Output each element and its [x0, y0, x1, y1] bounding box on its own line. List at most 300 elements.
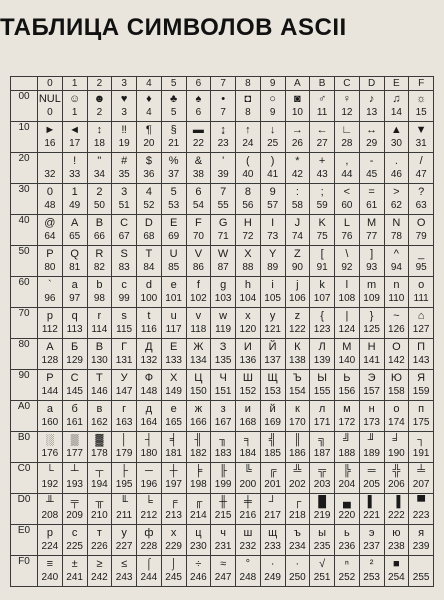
- table-row: [11, 246, 434, 277]
- table-cell: [112, 277, 137, 308]
- cell-symbol: A: [70, 217, 79, 229]
- cell-symbol: ¶: [145, 124, 152, 136]
- table-cell: [310, 215, 335, 246]
- table-cell: [335, 494, 360, 525]
- cell-symbol: П: [417, 341, 426, 353]
- table-cell: [409, 556, 434, 587]
- cell-code: 193: [66, 479, 83, 490]
- cell-symbol: └: [45, 465, 54, 477]
- cell-symbol: ○: [269, 93, 276, 105]
- table-cell: [62, 556, 87, 587]
- table-cell: [38, 246, 63, 277]
- cell-symbol: 1: [71, 186, 78, 198]
- table-cell: [285, 494, 310, 525]
- cell-symbol: ц: [195, 527, 202, 539]
- cell-symbol: д: [145, 403, 153, 415]
- cell-code: 149: [165, 386, 182, 397]
- cell-symbol: Д: [145, 341, 153, 353]
- cell-symbol: ┤: [144, 434, 153, 446]
- cell-symbol: ÷: [195, 558, 202, 570]
- cell-code: 23: [217, 138, 229, 149]
- table-cell: [310, 246, 335, 277]
- cell-code: 31: [415, 138, 427, 149]
- cell-symbol: ┐: [417, 434, 426, 446]
- cell-symbol: ◘: [244, 93, 252, 105]
- cell-code: 187: [313, 448, 331, 459]
- table-cell: [137, 494, 162, 525]
- cell-code: 236: [338, 541, 356, 552]
- cell-symbol: ы: [318, 527, 327, 539]
- cell-code: 134: [190, 355, 207, 366]
- cell-symbol: ╬: [392, 465, 401, 477]
- table-cell: [62, 215, 87, 246]
- cell-code: 60: [341, 200, 353, 211]
- table-cell: [211, 401, 236, 432]
- cell-symbol: U: [169, 248, 178, 260]
- cell-code: 200: [239, 479, 257, 490]
- table-cell: [38, 122, 63, 153]
- cell-symbol: Ж: [193, 341, 204, 353]
- table-cell: [211, 525, 236, 556]
- table-cell: [137, 277, 162, 308]
- cell-symbol: ◙: [294, 93, 301, 105]
- table-cell: [384, 153, 409, 184]
- cell-symbol: А: [46, 341, 54, 353]
- cell-symbol: ▼: [415, 124, 427, 136]
- cell-symbol: k: [319, 279, 325, 291]
- table-cell: [137, 246, 162, 277]
- cell-code: 113: [66, 324, 83, 335]
- cell-symbol: 2: [96, 186, 103, 198]
- table-cell: [335, 370, 360, 401]
- cell-code: 104: [239, 293, 257, 304]
- cell-symbol: ▀: [417, 496, 426, 508]
- cell-symbol: ♣: [170, 93, 178, 105]
- cell-code: 119: [215, 324, 232, 335]
- column-header: 0: [38, 77, 63, 91]
- cell-symbol: │: [120, 434, 128, 446]
- cell-code: 45: [366, 169, 378, 180]
- cell-code: 80: [44, 262, 56, 273]
- cell-symbol: ╖: [219, 434, 228, 446]
- cell-symbol: ╟: [219, 465, 228, 477]
- cell-code: 188: [338, 448, 356, 459]
- cell-code: 101: [165, 293, 182, 304]
- cell-symbol: &: [194, 155, 203, 167]
- column-header: 9: [260, 77, 285, 91]
- table-cell: [211, 463, 236, 494]
- cell-symbol: ь: [344, 527, 350, 539]
- table-row: [11, 91, 434, 122]
- cell-symbol: t: [147, 310, 151, 322]
- cell-symbol: ♠: [195, 93, 202, 105]
- table-cell: [137, 122, 162, 153]
- table-cell: [112, 370, 137, 401]
- cell-code: 43: [316, 169, 328, 180]
- table-cell: [211, 556, 236, 587]
- cell-symbol: •: [221, 93, 226, 105]
- cell-symbol: N: [392, 217, 401, 229]
- cell-code: 26: [291, 138, 303, 149]
- cell-code: 255: [412, 572, 430, 583]
- cell-code: 224: [41, 541, 59, 552]
- table-cell: [335, 91, 360, 122]
- table-cell: [62, 91, 87, 122]
- table-cell: [186, 463, 211, 494]
- cell-code: 197: [165, 479, 182, 490]
- table-row: [11, 401, 434, 432]
- table-cell: [359, 525, 384, 556]
- table-cell: [359, 246, 384, 277]
- cell-symbol: в: [96, 403, 103, 415]
- table-cell: [236, 494, 261, 525]
- cell-symbol: ░: [45, 434, 54, 446]
- table-cell: [310, 308, 335, 339]
- table-cell: [260, 308, 285, 339]
- cell-code: 99: [118, 293, 130, 304]
- cell-code: 96: [44, 293, 56, 304]
- cell-symbol: т: [96, 527, 102, 539]
- table-cell: [260, 339, 285, 370]
- table-cell: [236, 91, 261, 122]
- cell-code: 102: [190, 293, 207, 304]
- table-cell: [384, 91, 409, 122]
- cell-code: 162: [91, 417, 108, 428]
- cell-symbol: p: [46, 310, 53, 322]
- cell-symbol: З: [219, 341, 227, 353]
- cell-symbol: 9: [269, 186, 276, 198]
- cell-symbol: ─: [144, 465, 153, 477]
- cell-code: 144: [41, 386, 59, 397]
- cell-symbol: ╦: [318, 465, 327, 477]
- table-cell: [285, 432, 310, 463]
- table-cell: [211, 246, 236, 277]
- cell-symbol: ╚: [243, 465, 252, 477]
- cell-symbol: W: [217, 248, 229, 260]
- cell-code: 151: [214, 386, 232, 397]
- cell-symbol: ╔: [268, 465, 277, 477]
- cell-code: 58: [291, 200, 303, 211]
- cell-code: 189: [363, 448, 380, 459]
- cell-code: 41: [267, 169, 279, 180]
- row-header: 80: [11, 339, 38, 370]
- cell-code: 245: [165, 572, 182, 583]
- cell-code: 156: [338, 386, 356, 397]
- cell-symbol: o: [418, 279, 425, 291]
- table-cell: [186, 184, 211, 215]
- cell-symbol: н: [368, 403, 375, 415]
- cell-code: 254: [388, 572, 405, 583]
- table-cell: [384, 525, 409, 556]
- cell-symbol: ║: [293, 434, 302, 446]
- cell-symbol: Ц: [194, 372, 203, 384]
- table-row: [11, 494, 434, 525]
- cell-symbol: >: [393, 186, 400, 198]
- cell-symbol: ≈: [220, 558, 227, 570]
- table-cell: [38, 277, 63, 308]
- table-row: [11, 432, 434, 463]
- cell-code: 125: [363, 324, 380, 335]
- cell-code: 115: [116, 324, 133, 335]
- table-cell: [285, 401, 310, 432]
- cell-code: 112: [41, 324, 58, 335]
- cell-code: 77: [366, 231, 378, 242]
- cell-code: 185: [264, 448, 281, 459]
- cell-symbol: и: [244, 403, 251, 415]
- cell-code: 235: [313, 541, 331, 552]
- table-row: [11, 370, 434, 401]
- cell-code: 126: [388, 324, 405, 335]
- table-cell: [112, 556, 137, 587]
- cell-code: 44: [341, 169, 353, 180]
- table-cell: [260, 215, 285, 246]
- table-cell: [285, 122, 310, 153]
- cell-code: 0: [47, 107, 53, 118]
- cell-symbol: s: [121, 310, 127, 322]
- cell-code: 17: [69, 138, 81, 149]
- table-cell: [87, 277, 112, 308]
- table-cell: [186, 91, 211, 122]
- cell-code: 206: [388, 479, 405, 490]
- cell-symbol: ]: [370, 248, 374, 260]
- cell-symbol: C: [120, 217, 129, 229]
- cell-code: 248: [239, 572, 257, 583]
- cell-code: 65: [69, 231, 81, 242]
- table-cell: [236, 401, 261, 432]
- cell-code: 81: [69, 262, 81, 273]
- table-cell: [87, 184, 112, 215]
- cell-code: 243: [115, 572, 133, 583]
- cell-code: 211: [116, 510, 133, 521]
- cell-symbol: ╙: [120, 496, 129, 508]
- cell-symbol: щ: [268, 527, 278, 539]
- cell-code: 22: [192, 138, 204, 149]
- table-cell: [285, 339, 310, 370]
- cell-symbol: ⁿ: [344, 558, 349, 570]
- cell-code: 16: [44, 138, 56, 149]
- cell-code: 203: [313, 479, 331, 490]
- table-cell: [87, 215, 112, 246]
- row-header: 10: [11, 122, 38, 153]
- table-cell: [359, 401, 384, 432]
- cell-code: 53: [168, 200, 180, 211]
- cell-code: 106: [289, 293, 306, 304]
- cell-code: 122: [289, 324, 306, 335]
- table-cell: [236, 556, 261, 587]
- cell-code: 250: [289, 572, 306, 583]
- cell-code: 14: [390, 107, 402, 118]
- column-header: E: [384, 77, 409, 91]
- page-title: ТАБЛИЦА СИМВОЛОВ ASCII: [0, 14, 347, 41]
- cell-symbol: У: [120, 372, 128, 384]
- cell-code: 219: [313, 510, 331, 521]
- cell-symbol: }: [369, 310, 374, 322]
- cell-symbol: б: [71, 403, 78, 415]
- cell-code: 5: [170, 107, 177, 118]
- cell-code: 127: [412, 324, 430, 335]
- cell-symbol: Е: [169, 341, 178, 353]
- cell-symbol: ↑: [245, 124, 251, 136]
- column-header: B: [310, 77, 335, 91]
- table-row: [11, 277, 434, 308]
- cell-symbol: <: [343, 186, 351, 198]
- cell-code: 143: [412, 355, 430, 366]
- cell-symbol: ╝: [342, 434, 351, 446]
- table-cell: [236, 184, 261, 215]
- cell-code: 88: [242, 262, 254, 273]
- table-cell: [310, 463, 335, 494]
- cell-code: 92: [341, 262, 353, 273]
- cell-symbol: .: [394, 155, 398, 167]
- table-cell: [38, 91, 63, 122]
- cell-code: 131: [115, 355, 133, 366]
- cell-symbol: 3: [121, 186, 128, 198]
- cell-code: 124: [338, 324, 356, 335]
- table-cell: [310, 184, 335, 215]
- cell-code: 142: [388, 355, 405, 366]
- cell-symbol: ╧: [417, 465, 426, 477]
- cell-code: 174: [388, 417, 405, 428]
- table-cell: [186, 153, 211, 184]
- cell-symbol: ≡: [46, 558, 54, 570]
- cell-symbol: ╢: [194, 434, 203, 446]
- row-header: B0: [11, 432, 38, 463]
- cell-code: 195: [115, 479, 133, 490]
- cell-code: 234: [289, 541, 306, 552]
- cell-code: 100: [140, 293, 158, 304]
- cell-symbol: ↕: [96, 124, 103, 136]
- table-cell: [260, 153, 285, 184]
- column-header: F: [409, 77, 434, 91]
- cell-code: 12: [341, 107, 353, 118]
- row-header: 70: [11, 308, 38, 339]
- cell-code: 103: [214, 293, 232, 304]
- cell-code: 198: [190, 479, 207, 490]
- cell-code: 138: [289, 355, 306, 366]
- table-cell: [87, 370, 112, 401]
- table-cell: [112, 463, 137, 494]
- table-cell: [409, 91, 434, 122]
- table-cell: [137, 370, 162, 401]
- cell-symbol: G: [218, 217, 228, 229]
- table-row: [11, 525, 434, 556]
- cell-symbol: л: [318, 403, 326, 415]
- cell-code: 76: [341, 231, 353, 242]
- cell-code: 192: [41, 479, 59, 490]
- cell-code: 177: [66, 448, 83, 459]
- table-cell: [186, 556, 211, 587]
- cell-code: 4: [146, 107, 152, 118]
- table-cell: [310, 339, 335, 370]
- cell-symbol: #: [121, 155, 128, 167]
- cell-code: 11: [316, 107, 328, 118]
- table-cell: [62, 277, 87, 308]
- cell-symbol: ▌: [367, 496, 376, 508]
- cell-symbol: ♪: [368, 93, 375, 105]
- cell-code: 180: [140, 448, 158, 459]
- table-cell: [87, 432, 112, 463]
- table-cell: [285, 525, 310, 556]
- cell-symbol: ┼: [169, 465, 178, 477]
- row-header: 20: [11, 153, 38, 184]
- cell-symbol: ‼: [121, 124, 127, 136]
- table-cell: [359, 153, 384, 184]
- cell-symbol: `: [48, 279, 52, 291]
- table-cell: [137, 339, 162, 370]
- column-header: 1: [62, 77, 87, 91]
- table-cell: [285, 370, 310, 401]
- cell-code: 183: [214, 448, 232, 459]
- cell-symbol: h: [244, 279, 251, 291]
- cell-symbol: ♥: [120, 93, 128, 105]
- cell-symbol: ╜: [367, 434, 376, 446]
- table-header-row: [11, 77, 434, 91]
- table-cell: [112, 432, 137, 463]
- table-cell: [38, 525, 63, 556]
- table-cell: [384, 339, 409, 370]
- table-cell: [310, 401, 335, 432]
- cell-symbol: ): [270, 155, 275, 167]
- cell-code: 35: [118, 169, 130, 180]
- table-cell: [161, 215, 186, 246]
- cell-symbol: Р: [46, 372, 54, 384]
- cell-code: 19: [118, 138, 130, 149]
- cell-symbol: а: [46, 403, 53, 415]
- cell-symbol: ♂: [318, 93, 327, 105]
- table-cell: [335, 277, 360, 308]
- cell-symbol: ⌠: [145, 558, 153, 570]
- table-cell: [310, 432, 335, 463]
- cell-symbol: ═: [367, 465, 376, 477]
- table-cell: [62, 432, 87, 463]
- table-cell: [161, 556, 186, 587]
- cell-symbol: v: [195, 310, 202, 322]
- cell-code: 109: [363, 293, 380, 304]
- cell-code: 139: [313, 355, 331, 366]
- cell-code: 55: [217, 200, 229, 211]
- cell-symbol: ►: [44, 124, 56, 136]
- cell-symbol: э: [368, 527, 375, 539]
- cell-code: 54: [192, 200, 204, 211]
- table-cell: [211, 277, 236, 308]
- table-row: [11, 339, 434, 370]
- cell-symbol: ┌: [293, 496, 302, 508]
- table-cell: [310, 122, 335, 153]
- cell-symbol: ↨: [220, 124, 226, 136]
- table-cell: [62, 525, 87, 556]
- cell-symbol: ': [222, 155, 225, 167]
- table-cell: [260, 463, 285, 494]
- cell-code: 153: [264, 386, 281, 397]
- cell-code: 229: [165, 541, 182, 552]
- table-cell: [285, 91, 310, 122]
- table-cell: [62, 122, 87, 153]
- table-cell: [38, 401, 63, 432]
- table-cell: [211, 184, 236, 215]
- cell-code: 130: [91, 355, 108, 366]
- cell-code: 111: [413, 293, 429, 304]
- cell-symbol: у: [121, 527, 127, 539]
- table-cell: [359, 463, 384, 494]
- table-row: [11, 463, 434, 494]
- table-cell: [87, 122, 112, 153]
- table-cell: [384, 277, 409, 308]
- table-cell: [161, 494, 186, 525]
- table-cell: [62, 401, 87, 432]
- cell-symbol: Ф: [144, 372, 154, 384]
- table-cell: [359, 556, 384, 587]
- cell-code: 39: [217, 169, 229, 180]
